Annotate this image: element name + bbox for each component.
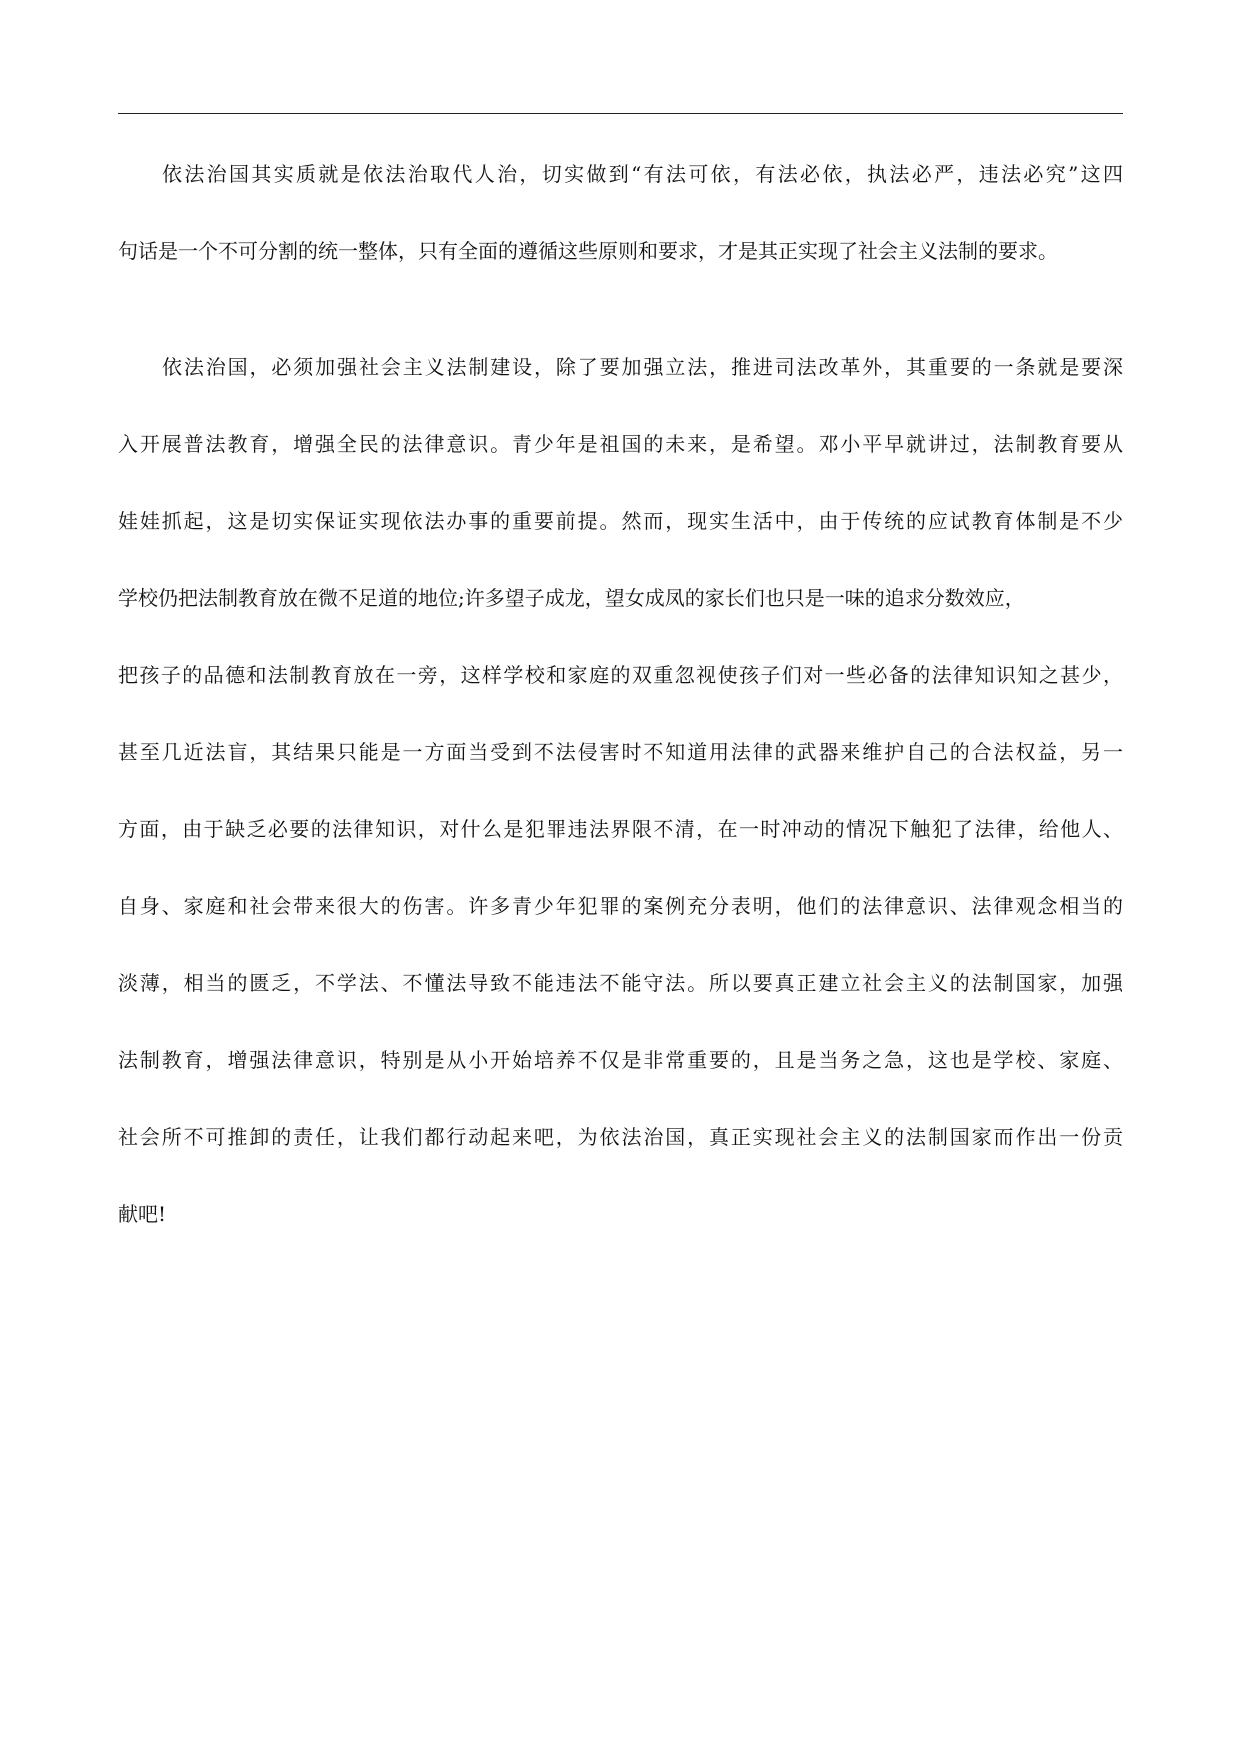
text-line: 娃娃抓起，这是切实保证实现依法办事的重要前提。然而，现实生活中，由于传统的应试教育体制是不少 <box>118 509 1123 533</box>
text-line: 法制教育，增强法律意识，特别是从小开始培养不仅是非常重要的，且是当务之急，这也是学校、家庭、 <box>118 1048 1123 1072</box>
paragraph-2 <box>118 347 1123 1234</box>
text-line: 献吧! <box>118 1202 167 1226</box>
text-line: 依法治国，必须加强社会主义法制建设，除了要加强立法，推进司法改革外，其重要的一条就是要深 <box>162 355 1123 379</box>
text-line: 依法治国其实质就是依法治取代人治，切实做到“有法可依，有法必依，执法必严，违法必究”这四 <box>162 162 1123 186</box>
text-line: 社会所不可推卸的责任，让我们都行动起来吧，为依法治国，真正实现社会主义的法制国家而作出一份贡 <box>118 1125 1123 1149</box>
text-line: 学校仍把法制教育放在微不足道的地位;许多望子成龙，望女成凤的家长们也只是一味的追求分数效应， <box>118 586 1025 610</box>
text-line: 方面，由于缺乏必要的法律知识，对什么是犯罪违法界限不清，在一时冲动的情况下触犯了法律，给他人、 <box>118 817 1123 841</box>
paragraph-1 <box>118 154 1123 271</box>
header-rule <box>118 113 1123 114</box>
text-line: 淡薄，相当的匮乏，不学法、不懂法导致不能违法不能守法。所以要真正建立社会主义的法制国家，加强 <box>118 971 1123 995</box>
text-line: 甚至几近法盲，其结果只能是一方面当受到不法侵害时不知道用法律的武器来维护自己的合法权益，另一 <box>118 740 1123 764</box>
text-line: 自身、家庭和社会带来很大的伤害。许多青少年犯罪的案例充分表明，他们的法律意识、法律观念相当的 <box>118 894 1123 918</box>
text-line: 入开展普法教育，增强全民的法律意识。青少年是祖国的未来，是希望。邓小平早就讲过，法制教育要从 <box>118 432 1123 456</box>
text-line: 句话是一个不可分割的统一整体，只有全面的遵循这些原则和要求，才是其正实现了社会主义法制的要求。 <box>118 239 1058 263</box>
text-line: 把孩子的品德和法制教育放在一旁，这样学校和家庭的双重忽视使孩子们对一些必备的法律知识知之甚少， <box>118 663 1123 687</box>
